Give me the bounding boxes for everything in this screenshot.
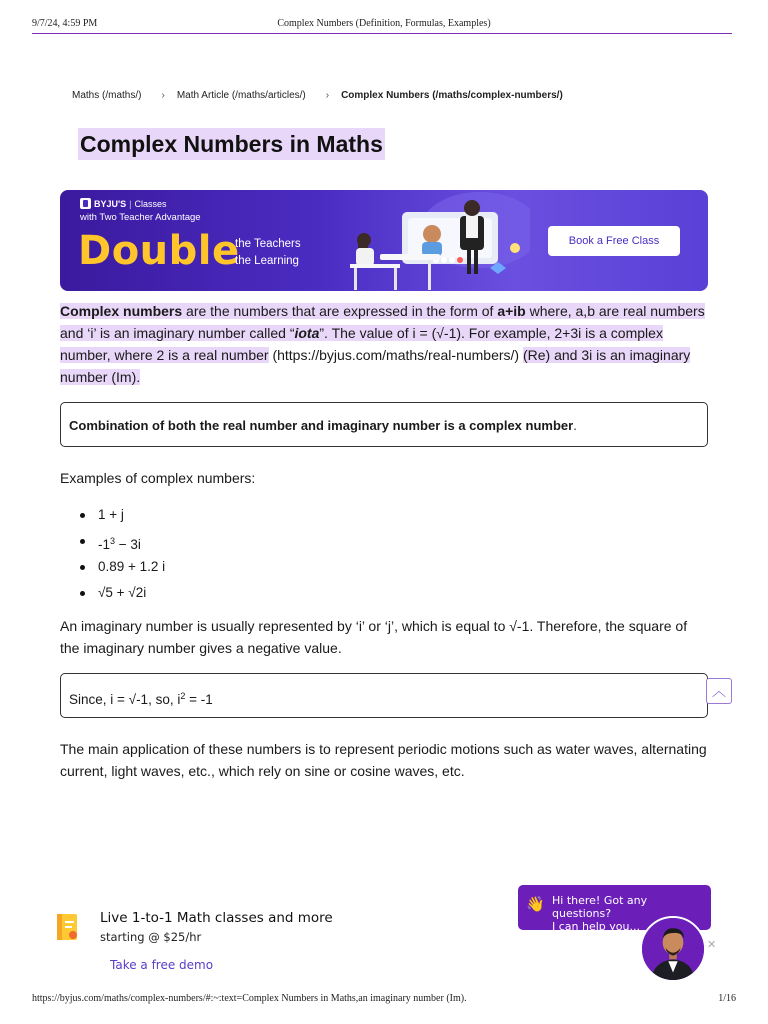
list-item bbox=[78, 504, 165, 530]
formula-pre: Since, i = √-1, so, i bbox=[69, 692, 181, 707]
banner-subtext bbox=[235, 236, 301, 270]
intro-paragraph bbox=[60, 300, 710, 388]
print-date: 9/7/24, 4:59 PM bbox=[32, 18, 98, 29]
example-text: -1 bbox=[98, 537, 111, 552]
header-divider bbox=[32, 33, 732, 34]
example-exponent: 3 bbox=[110, 536, 116, 546]
definition-text: Combination of both the real number and imaginary number is a complex number bbox=[69, 418, 574, 433]
intro-text-3: ”. The value of i = (√-1). For example, 2+3i is a complex number, where 2 is a real number bbox=[60, 325, 663, 363]
breadcrumb-separator: › bbox=[161, 90, 165, 101]
agent-avatar-icon bbox=[642, 918, 704, 980]
example-text: 1 + j bbox=[98, 507, 124, 522]
definition-box bbox=[60, 402, 708, 447]
breadcrumb-maths-link[interactable]: Maths (/maths/) bbox=[72, 90, 142, 101]
breadcrumb bbox=[72, 90, 563, 101]
banner-headline: Double bbox=[78, 228, 240, 274]
intro-text-2: where, a,b are real numbers and ‘i’ is an imaginary number called “ bbox=[60, 303, 705, 341]
byjus-logo bbox=[80, 198, 167, 209]
formula-exponent: 2 bbox=[180, 691, 186, 701]
promo-price: starting @ $25/hr bbox=[100, 930, 202, 944]
close-icon[interactable]: ✕ bbox=[707, 939, 717, 951]
byjus-logo-icon bbox=[80, 198, 91, 209]
page-title: Complex Numbers in Maths bbox=[78, 128, 385, 160]
print-page-number: 1/16 bbox=[718, 993, 736, 1004]
intro-text-1: are the numbers that are expressed in the form of bbox=[182, 303, 498, 319]
list-item bbox=[78, 582, 165, 608]
intro-text-4: (Re) and 3i is an imaginary number (Im). bbox=[60, 347, 691, 385]
list-item bbox=[78, 556, 165, 582]
application-paragraph: The main application of these numbers is to represent periodic motions such as water waves, alternating current, light waves, etc., which rely on sine or cosine waves, etc. bbox=[60, 741, 707, 779]
breadcrumb-separator: › bbox=[325, 90, 330, 101]
term-a-plus-ib: a+ib bbox=[497, 303, 526, 319]
example-text-rest: − 3i bbox=[115, 537, 141, 552]
banner-illustration bbox=[340, 190, 530, 291]
term-iota: iota bbox=[294, 325, 320, 341]
imaginary-number-paragraph: An imaginary number is usually represented by ‘i’ or ‘j’, which is equal to √-1. Therefore, the square of the imaginary number gives a negative value. bbox=[60, 618, 688, 656]
definition-end: . bbox=[573, 418, 577, 433]
formula-box bbox=[60, 673, 708, 718]
chat-line-1: Hi there! Got any questions? bbox=[552, 894, 648, 920]
chat-avatar[interactable] bbox=[640, 916, 706, 982]
take-free-demo-link[interactable]: Take a free demo bbox=[110, 958, 214, 972]
logo-sub: Classes bbox=[134, 198, 167, 209]
scroll-to-top-button[interactable] bbox=[706, 678, 732, 704]
formula-post: = -1 bbox=[185, 692, 213, 707]
example-text: √5 + √2i bbox=[98, 585, 147, 600]
term-complex-numbers: Complex numbers bbox=[60, 303, 183, 319]
banner-sub-line1: the Teachers bbox=[235, 238, 301, 250]
list-item bbox=[78, 530, 165, 556]
examples-list bbox=[78, 504, 165, 608]
breadcrumb-math-article-link[interactable]: Math Article (/maths/articles/) bbox=[176, 90, 306, 101]
wave-icon: 👋 bbox=[526, 895, 545, 913]
logo-divider: | bbox=[129, 198, 132, 209]
promo-title: Live 1-to-1 Math classes and more bbox=[100, 910, 333, 926]
chevron-up-icon: ︿ bbox=[712, 683, 726, 699]
banner-tagline: with Two Teacher Advantage bbox=[80, 212, 201, 223]
promo-banner[interactable] bbox=[60, 190, 708, 291]
chat-line-2: I can help you... bbox=[552, 920, 640, 933]
example-text: 0.89 + 1.2 i bbox=[98, 559, 166, 574]
book-icon bbox=[56, 913, 80, 943]
logo-brand: BYJU'S bbox=[94, 198, 127, 209]
book-free-class-button[interactable]: Book a Free Class bbox=[548, 226, 680, 256]
real-numbers-link[interactable]: (https://byjus.com/maths/real-numbers/) bbox=[268, 347, 523, 363]
print-page-title: Complex Numbers (Definition, Formulas, Examples) bbox=[277, 18, 491, 29]
print-header bbox=[0, 0, 768, 36]
breadcrumb-complex-numbers-link[interactable]: Complex Numbers (/maths/complex-numbers/) bbox=[341, 90, 563, 101]
banner-sub-line2: the Learning bbox=[235, 255, 299, 267]
print-url: https://byjus.com/maths/complex-numbers/#:~:text=Complex Numbers in Maths,an imaginary number (Im). bbox=[32, 993, 467, 1004]
examples-label: Examples of complex numbers: bbox=[60, 470, 256, 486]
